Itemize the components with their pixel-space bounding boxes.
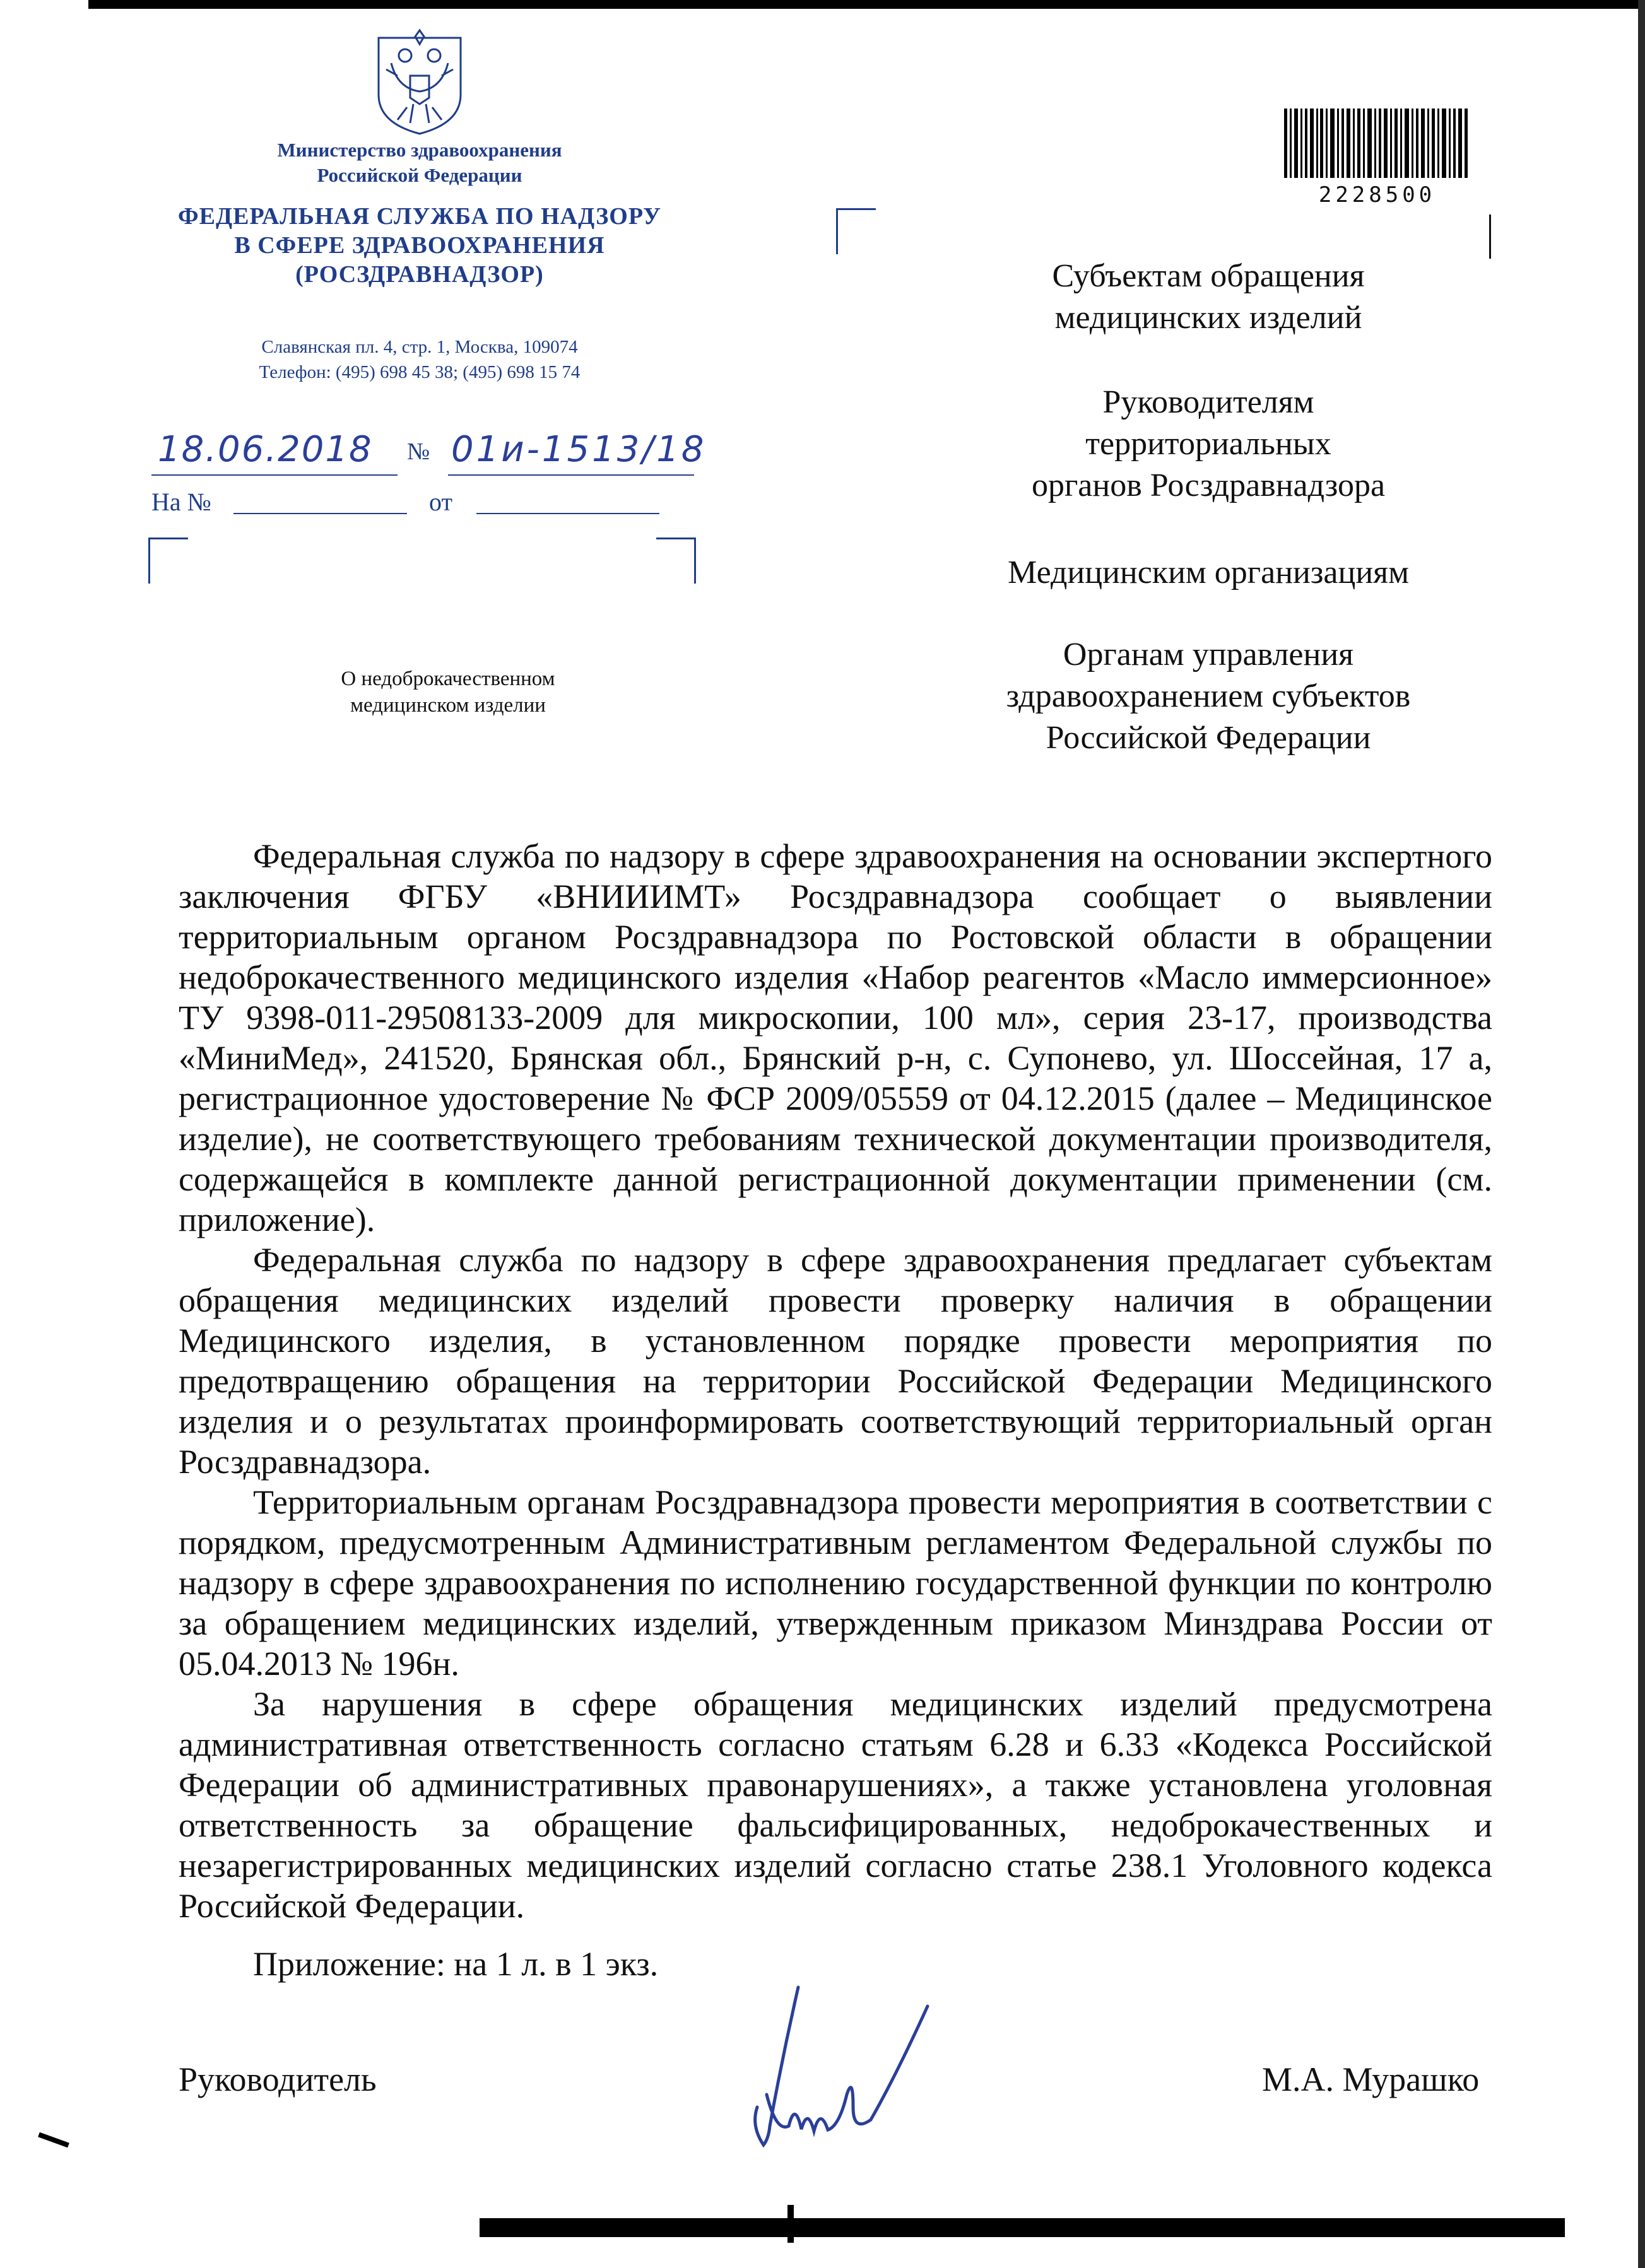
addressee-2-line3: органов Росздравнадзора — [1031, 467, 1386, 503]
attachment-note: Приложение: на 1 л. в 1 экз. — [253, 1945, 659, 1983]
outgoing-date: 18.06.2018 — [158, 429, 373, 470]
margin-mark-right — [1489, 214, 1491, 259]
number-sign: № — [407, 438, 430, 465]
signatory-position: Руководитель — [179, 2060, 377, 2098]
coat-of-arms-emblem — [372, 25, 467, 136]
ministry-line2: Российской Федерации — [317, 164, 522, 186]
addressee-3 — [909, 552, 1508, 634]
service-address: Славянская пл. 4, стр. 1, Москва, 109074 — [261, 337, 578, 357]
addressee-4-line2: здравоохранением субъектов — [1006, 678, 1411, 714]
outgoing-registration — [151, 429, 846, 536]
ministry-name — [164, 138, 675, 188]
addressee-2-line1: Руководителям — [1102, 384, 1314, 420]
double-headed-eagle-icon — [372, 25, 467, 136]
signature-icon — [688, 1981, 953, 2170]
service-line1: ФЕДЕРАЛЬНАЯ СЛУЖБА ПО НАДЗОРУ — [178, 203, 661, 230]
addressee-1-line2: медицинских изделий — [1054, 300, 1362, 336]
corner-mark-subject-left — [148, 538, 188, 584]
addressee-4-line1: Органам управления — [1063, 637, 1354, 673]
barcode — [1284, 109, 1470, 208]
scan-edge-bottom-mark — [787, 2205, 794, 2243]
barcode-number: 2228500 — [1318, 182, 1436, 208]
service-contacts — [164, 334, 675, 385]
body-paragraph-2: Федеральная служба по надзору в сфере здравоохранения предлагает субъектам обращения медицинских изделий провести проверку наличия в обращении Медицинского изделия, в установленном порядке провести мероприятия по предотвращению обращения на территории Российской Федерации Медицинского изделия и о результатах проинформировать соответствующий территориальный орган Росздравнадзора. — [179, 1241, 1492, 1481]
letter-body — [179, 836, 1492, 1984]
addressee-2-line2: территориальных — [1085, 426, 1331, 462]
body-paragraph-3: Территориальным органам Росздравнадзора провести мероприятия в соответствии с порядком, предусмотренным Административным регламентом Федеральной службы по надзору в сфере здравоохранения по исполнению государственной функции по контролю за обращением медицинских изделий, утвержденным приказом Минздрава России от 05.04.2013 № 196н. — [179, 1483, 1492, 1683]
handwritten-signature — [688, 1981, 953, 2170]
signatory-name: М.А. Мурашко — [1262, 2060, 1480, 2098]
corner-mark-subject-right — [656, 538, 696, 584]
scan-edge-bottom — [480, 2218, 1565, 2237]
addressee-4-line3: Российской Федерации — [1046, 720, 1371, 756]
scan-edge-right — [1638, 0, 1645, 2268]
corner-mark-top-left — [836, 208, 876, 254]
letter-subject — [271, 666, 625, 719]
addressee-4 — [909, 634, 1508, 759]
addressee-2 — [909, 382, 1508, 552]
body-paragraph-1: Федеральная служба по надзору в сфере здравоохранения на основании экспертного заключения ФГБУ «ВНИИИМТ» Росздравнадзора сообщает о выявлении территориальным органом Росздравнадзора по Ростовской области в обращении недоброкачественного медицинского изделия «Набор реагентов «Масло иммерсионное» ТУ 9398-011-29508133-2009 для микроскопии, 100 мл», серия 23-17, производства «МиниМед», 241520, Брянская обл., Брянский р-н, с. Супонево, ул. Шоссейная, 17 а, регистрационное удостоверение № ФСР 2009/05559 от 04.12.2015 (далее – Медицинское изделие), не соответствующего требованиям технической документации производителя, содержащейся в комплекте данной регистрационной документации применении (см. приложение). — [179, 837, 1492, 1238]
addressee-1 — [909, 256, 1508, 382]
service-line3: (РОСЗДРАВНАДЗОР) — [295, 261, 544, 288]
reply-label: На № — [151, 488, 211, 516]
reply-date-underline — [476, 513, 659, 514]
scan-edge-top — [88, 0, 1645, 9]
outgoing-date-underline — [151, 474, 398, 476]
subject-line1: О недоброкачественном — [341, 667, 555, 690]
body-paragraph-4: За нарушения в сфере обращения медицинских изделий предусмотрена административная ответственность согласно статьям 6.28 и 6.33 «Кодекса Российской Федерации об административных правонарушениях», а также установлена уголовная ответственность за обращение фальсифицированных, недоброкачественных и незарегистрированных медицинских изделий согласно статье 238.1 Уголовного кодекса Российской Федерации. — [179, 1685, 1492, 1925]
addressee-block — [909, 256, 1508, 759]
scan-edge-left — [38, 2132, 69, 2148]
ministry-line1: Министерство здравоохранения — [277, 139, 562, 161]
barcode-icon — [1284, 109, 1470, 178]
service-phone: Телефон: (495) 698 45 38; (495) 698 15 74 — [259, 362, 581, 382]
outgoing-number-underline — [448, 474, 694, 476]
service-name — [133, 202, 707, 289]
reply-number-underline — [233, 513, 407, 514]
service-line2: В СФЕРЕ ЗДРАВООХРАНЕНИЯ — [234, 232, 605, 259]
subject-line2: медицинском изделии — [350, 694, 546, 717]
reply-from-label: от — [429, 488, 452, 516]
outgoing-number: 01и-1513/18 — [451, 429, 707, 470]
addressee-1-line1: Субъектам обращения — [1052, 258, 1365, 294]
addressee-3-line1: Медицинским организациям — [1008, 555, 1409, 591]
